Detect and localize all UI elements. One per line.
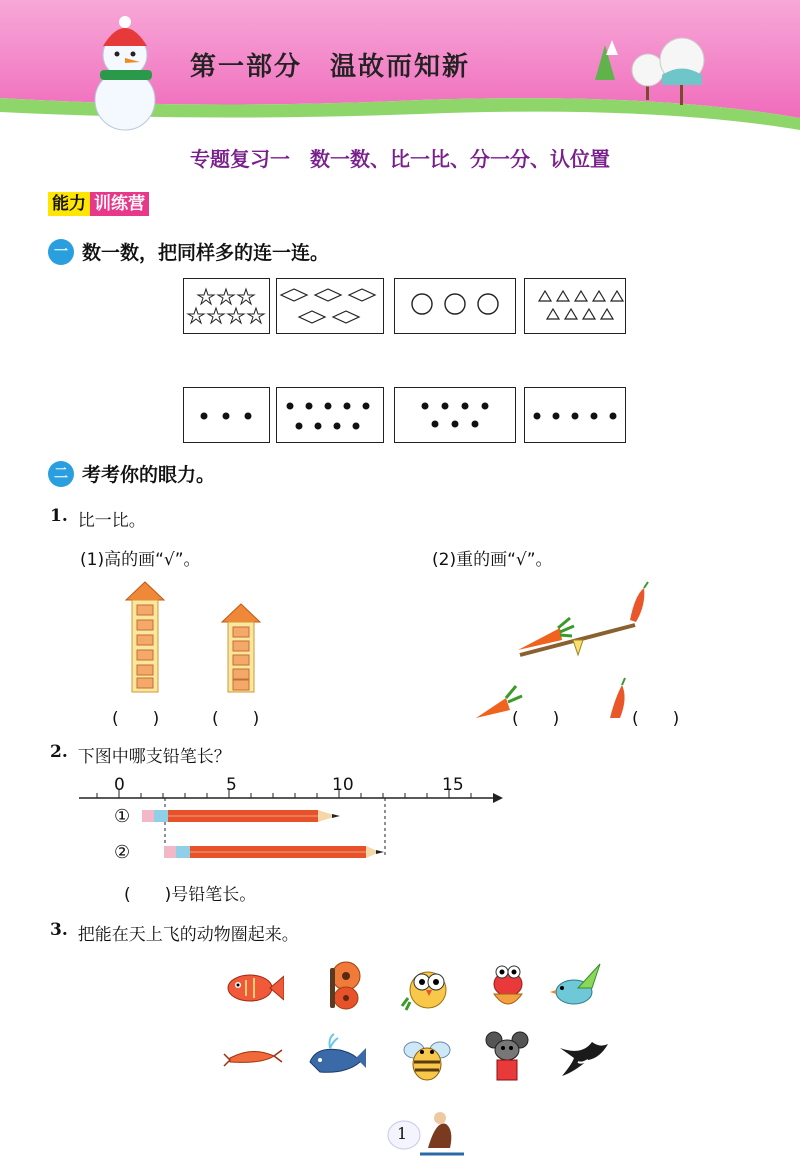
shrimp-icon[interactable] bbox=[222, 1028, 284, 1084]
section1-heading bbox=[48, 238, 329, 265]
section1-title: 数一数，把同样多的连一连。 bbox=[82, 242, 330, 264]
q2-answer[interactable]: ( )号铅笔长。 bbox=[124, 885, 257, 905]
tall-tower-icon bbox=[126, 582, 164, 692]
box-dots-5[interactable] bbox=[524, 387, 626, 443]
pencil-1-label: ① bbox=[114, 806, 131, 827]
box-triangles[interactable] bbox=[524, 278, 626, 334]
answer-paren-tall[interactable]: ( ) bbox=[112, 709, 160, 729]
q1-heading bbox=[50, 506, 146, 531]
flying-bird-icon[interactable] bbox=[548, 958, 610, 1014]
q3-heading bbox=[50, 920, 299, 945]
box-diamonds[interactable] bbox=[276, 278, 384, 334]
bird-icon[interactable] bbox=[398, 958, 460, 1014]
q3-text: 把能在天上飞的动物圈起来。 bbox=[77, 925, 299, 945]
fish-icon[interactable] bbox=[222, 960, 284, 1016]
pencil-2-label: ② bbox=[114, 842, 131, 863]
ability-badge bbox=[48, 192, 149, 216]
q2-number: 2. bbox=[50, 742, 68, 762]
pencil-2-icon bbox=[164, 846, 384, 858]
q1-text: 比一比。 bbox=[77, 511, 146, 531]
bee-icon[interactable] bbox=[396, 1028, 458, 1084]
q2-heading bbox=[50, 742, 231, 767]
carrot-icon bbox=[518, 618, 574, 650]
q3-number: 3. bbox=[50, 920, 68, 940]
pepper-icon bbox=[630, 582, 648, 622]
q1-number: 1. bbox=[50, 506, 68, 526]
part-title: 第一部分 温故而知新 bbox=[190, 52, 471, 82]
section2-icon: 二 bbox=[48, 461, 74, 487]
answer-paren-pepper[interactable]: ( ) bbox=[632, 709, 680, 729]
section2-title: 考考你的眼力。 bbox=[82, 464, 216, 486]
dots-icon bbox=[277, 388, 383, 442]
box-circles[interactable] bbox=[394, 278, 516, 334]
footer-decoration bbox=[380, 1108, 470, 1158]
whale-icon[interactable] bbox=[306, 1028, 368, 1084]
short-tower-icon bbox=[222, 604, 260, 692]
butterfly-icon[interactable] bbox=[310, 958, 372, 1014]
stars-icon bbox=[184, 279, 269, 333]
answer-paren-carrot[interactable]: ( ) bbox=[512, 709, 560, 729]
pencil-1-icon bbox=[142, 810, 340, 822]
topic-title: 专题复习一 数一数、比一比、分一分、认位置 bbox=[190, 147, 610, 171]
badge-part1: 能力 bbox=[48, 192, 90, 216]
q1-sub1: (1)高的画“√”。 bbox=[80, 550, 201, 570]
diamonds-icon bbox=[277, 279, 383, 333]
answer-paren-short[interactable]: ( ) bbox=[212, 709, 260, 729]
q1-sub2: (2)重的画“√”。 bbox=[432, 550, 553, 570]
section1-icon: 一 bbox=[48, 239, 74, 265]
mouse-icon[interactable] bbox=[476, 1028, 538, 1084]
page-number: 1 bbox=[397, 1124, 408, 1143]
box-dots-3[interactable] bbox=[183, 387, 270, 443]
dots-icon bbox=[395, 388, 515, 442]
pepper-small-icon bbox=[610, 678, 625, 718]
triangles-icon bbox=[525, 279, 625, 333]
dots-icon bbox=[525, 388, 625, 442]
ruler-label-10: 10 bbox=[332, 775, 354, 795]
dots-icon bbox=[184, 388, 269, 442]
section2-heading bbox=[48, 460, 215, 487]
box-stars[interactable] bbox=[183, 278, 270, 334]
goldfish-icon[interactable] bbox=[476, 958, 538, 1014]
swallow-icon[interactable] bbox=[552, 1028, 614, 1084]
box-dots-9[interactable] bbox=[276, 387, 384, 443]
box-dots-7[interactable] bbox=[394, 387, 516, 443]
ruler-label-5: 5 bbox=[226, 775, 237, 795]
circles-icon bbox=[395, 279, 515, 333]
q2-text: 下图中哪支铅笔长？ bbox=[77, 747, 231, 767]
ruler-label-15: 15 bbox=[442, 775, 464, 795]
badge-part2: 训练营 bbox=[90, 192, 149, 216]
ruler-label-0: 0 bbox=[114, 775, 125, 795]
towers-illustration bbox=[120, 580, 290, 695]
